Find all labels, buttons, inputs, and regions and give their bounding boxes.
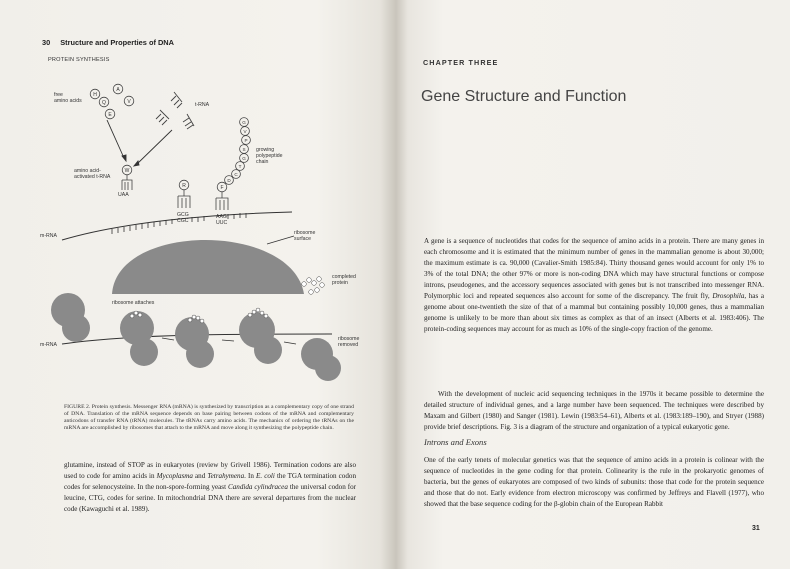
growing-chain-label-2: polypeptide bbox=[256, 153, 283, 159]
left-body-text bbox=[64, 460, 356, 515]
ribosome-small bbox=[186, 340, 214, 368]
bead bbox=[315, 288, 320, 293]
ribosome-surface-label-2: surface bbox=[294, 236, 312, 242]
running-head bbox=[42, 38, 174, 47]
bead bbox=[307, 278, 312, 283]
ribosome-attaches-label: ribosome attaches bbox=[112, 300, 155, 306]
chain-letter: S bbox=[242, 147, 246, 152]
italic-run: Tetrahymena bbox=[207, 472, 245, 480]
text-run: glutamine, instead of STOP as in eukaryotes (review by Grivell 1986). Termination codons are also used to code for amino acids in bbox=[64, 461, 356, 480]
trna-symbol bbox=[171, 92, 182, 108]
chain-letter: D bbox=[227, 178, 231, 183]
bead bbox=[130, 314, 134, 318]
chain-letter: T bbox=[238, 164, 242, 169]
trna-symbols bbox=[156, 92, 194, 129]
arrow bbox=[162, 338, 174, 340]
trna-symbol bbox=[156, 110, 169, 125]
amino-acid-letter: V bbox=[127, 99, 131, 105]
growing-chain-label-3: chain bbox=[256, 159, 269, 165]
italic-run: Mycoplasma bbox=[156, 472, 193, 480]
bead bbox=[260, 311, 264, 315]
completed-protein-label: completed bbox=[332, 274, 356, 280]
chain-letter: V bbox=[243, 129, 247, 134]
bead bbox=[200, 319, 204, 323]
anticodon-label: UAA bbox=[118, 192, 129, 198]
chain-letter: C bbox=[234, 172, 238, 177]
arrow bbox=[284, 342, 296, 344]
amino-acid-letter: H bbox=[93, 92, 97, 98]
trna-symbol bbox=[183, 114, 194, 129]
chain-letter: P bbox=[244, 138, 248, 143]
ribosome-removed-label-2: removed bbox=[338, 342, 359, 348]
activated-amino-acid-letter: W bbox=[124, 168, 130, 174]
paragraph-2 bbox=[424, 389, 764, 433]
growing-chain-label: growing bbox=[256, 147, 275, 153]
ribosome-small bbox=[254, 336, 282, 364]
free-amino-acids-label-2: amino acids bbox=[54, 98, 82, 104]
chapter-label: CHAPTER THREE bbox=[423, 58, 499, 67]
aa-trna-label-2: activated t-RNA bbox=[74, 174, 111, 180]
text-run: and bbox=[192, 472, 208, 480]
figure-caption: FIGURE 2. Protein synthesis. Messenger RNA (mRNA) is synthesized by transcription as a complementary copy of one strand of DNA. Translation of the mRNA sequence depends on base pairing between codons of the mRNA and complementary anticodons of transfer RNA (tRNA) molecules. The tRNAs carry amino acids. The mechanics of ordering the tRNAs on the mRNA are accomplished by ribosomes that attach to the mRNA and move along it synthesizing the polypeptide chain. bbox=[64, 404, 354, 432]
bead bbox=[248, 313, 252, 317]
site-amino-acid-letter: R bbox=[182, 183, 186, 189]
running-head-title: Structure and Properties of DNA bbox=[60, 38, 174, 47]
italic-run: Drosophila bbox=[712, 291, 745, 300]
bead bbox=[264, 314, 268, 318]
bead bbox=[138, 313, 142, 317]
text-run: -globin chain of the European Rabbit bbox=[557, 499, 664, 508]
completed-protein-label-2: protein bbox=[332, 280, 348, 286]
bead bbox=[252, 310, 256, 314]
italic-run: Candida cylindracea bbox=[228, 483, 288, 491]
amino-acid-letter: E bbox=[108, 112, 112, 118]
section-label: PROTEIN SYNTHESIS bbox=[48, 57, 110, 63]
chain-letter: G bbox=[242, 120, 246, 125]
ribosome-small bbox=[62, 314, 90, 342]
amino-acid-letter: A bbox=[116, 87, 120, 93]
arrow bbox=[107, 120, 124, 158]
mrna-label-top: m-RNA bbox=[40, 233, 58, 239]
bead bbox=[320, 283, 325, 288]
trna-shape bbox=[178, 190, 190, 208]
bead bbox=[188, 318, 192, 322]
bead bbox=[309, 290, 314, 295]
bead bbox=[196, 316, 200, 320]
pointer-line bbox=[267, 236, 294, 244]
bead bbox=[312, 281, 317, 286]
bead bbox=[302, 282, 307, 287]
arrow bbox=[222, 340, 234, 341]
aa-trna-label: amino acid- bbox=[74, 168, 101, 174]
subheading: Introns and Exons bbox=[424, 437, 487, 447]
amino-acid-letter: Q bbox=[102, 100, 106, 106]
ribosomes-bottom bbox=[51, 293, 341, 381]
paragraph-1 bbox=[424, 236, 764, 335]
paragraph-3 bbox=[424, 455, 764, 510]
anticodon-label: GCG bbox=[177, 212, 189, 218]
protein-synthesis-figure bbox=[32, 72, 372, 394]
trna-label: t-RNA bbox=[195, 102, 210, 108]
text-run: β bbox=[554, 499, 558, 508]
codon-label: CGC bbox=[177, 218, 189, 224]
italic-run: E. coli bbox=[256, 472, 275, 480]
arrowhead bbox=[134, 161, 139, 166]
left-page-number: 30 bbox=[42, 38, 51, 47]
bead bbox=[192, 315, 196, 319]
codon-label: UUC bbox=[216, 220, 228, 226]
ribosome-large bbox=[112, 240, 304, 294]
arrowhead bbox=[122, 155, 126, 161]
ribosome-small bbox=[315, 355, 341, 381]
arrow bbox=[137, 130, 172, 164]
activated-trna-shape bbox=[122, 175, 132, 190]
mrna-label-bottom: m-RNA bbox=[40, 342, 58, 348]
bead bbox=[317, 277, 322, 282]
ribosome-removed-label: ribosome bbox=[338, 336, 360, 342]
site-amino-acid-letter: F bbox=[220, 185, 224, 191]
bead bbox=[256, 308, 260, 312]
right-page-number: 31 bbox=[752, 525, 760, 532]
text-run: the TGA termination codon codes for selenocysteine. In the non-spore-forming yeast bbox=[64, 472, 356, 491]
ribosome-surface-label: ribosome bbox=[294, 230, 316, 236]
text-run: the universal codon for leucine, CTG, codes for serine. In mitochondrial DNA there are several departures from the nuclear code (Kawaguchi et al. 1989). bbox=[64, 483, 356, 513]
chain-letter: G bbox=[242, 156, 246, 161]
trna-shape bbox=[216, 192, 228, 210]
text-run: A gene is a sequence of nucleotides that codes for the sequence of amino acids in a protein. There are many genes in each chromosome and it is estimated that the minimum number of genes in the mammalian genome is about 30,000; the maximum estimate is ca. 90,000 (Cavalier-Smith 1985:84). Thirty thousand genes would account for only 1% to 3% of the total DNA; the other 97% or more is non-coding DNA which may have structural functions or compose introns, pseudogenes, and the accessory sequences associated with genes but is not transcribed into messenger RNA. Polymorphic loci and repeated sequences also account for some of the discrepancy. The fruit fly, bbox=[424, 237, 764, 300]
free-amino-acids-label: free bbox=[54, 92, 63, 98]
arrows bbox=[107, 120, 172, 166]
anticodon-label: AAG bbox=[216, 214, 227, 220]
chapter-title: Gene Structure and Function bbox=[421, 88, 627, 105]
ribosome-small bbox=[130, 338, 158, 366]
bead bbox=[134, 311, 138, 315]
text-run: One of the early tenets of molecular genetics was that the sequence of amino acids in a protein is colinear with the sequence of nucleotides in the gene coding for that protein. Colinearity is the rule in the prokaryotic genomes of bacteria, but the genes of eukaryotes are composed of two kinds of subunits: those that code for the protein sequence and those that do not. Early evidence from electron microscopy was confirmed by Jeffreys and Flavell (1977), who showed that the base sequence coding for the bbox=[424, 456, 764, 508]
text-run: With the development of nucleic acid sequencing techniques in the 1970s it became possible to determine the detailed structure of individual genes, and a large number have been sequenced. The techniques were described by Maxam and Gilbert (1980) and Sanger (1981). Lewin (1983:54–61), Alberts et al. (1983:189–190), and Stryer (1988) provide brief descriptions. Fig. 3 is a diagram of the structure and organization of a typical eukaryotic gene. bbox=[424, 390, 764, 431]
text-run: , has a genome about one-twentieth the size of that of a mammal but containing possibly 10,000 genes, thus a mammalian genome is unlikely to be more than about six times as complex as that of an insect (Alberts et al. 1983:406). The protein-coding sequences may account for as much as 10% of the single-copy fraction of the genome. bbox=[424, 291, 764, 333]
text-run: . In bbox=[244, 472, 257, 480]
